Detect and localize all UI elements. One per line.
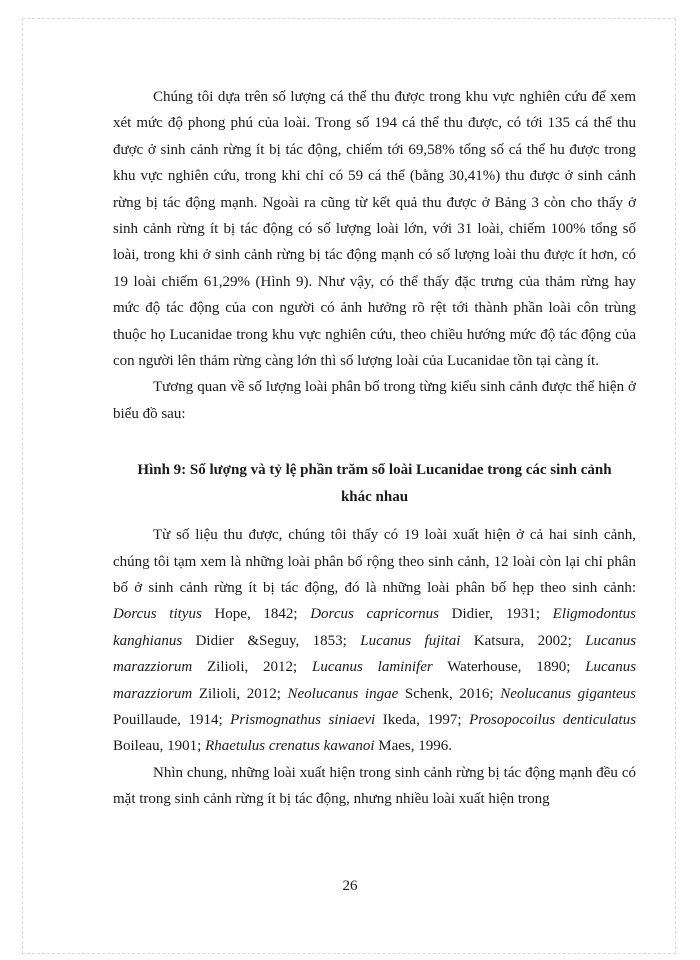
paragraph-species-distribution (113, 522, 636, 760)
species-name: Dorcus capricornus (310, 606, 439, 623)
species-name: Prosopocoilus denticulatus (469, 711, 637, 728)
page-content (113, 84, 636, 813)
species-name: Rhaetulus crenatus kawanoi (205, 738, 375, 755)
species-name: Prismognathus siniaevi (230, 711, 376, 728)
species-authority: Waterhouse, 1890; (447, 659, 571, 676)
species-authority: Didier, 1931; (451, 606, 540, 623)
paragraph-conclusion: Nhìn chung, những loài xuất hiện trong sinh cảnh rừng bị tác động mạnh đều có mặt trong sinh cảnh rừng ít bị tác động, nhưng nhiều loài xuất hiện trong (113, 764, 636, 808)
species-authority: Zilioli, 2012; (198, 685, 281, 702)
species-authority: Pouillaude, 1914; (113, 711, 223, 728)
species-authority: Ikeda, 1997; (382, 711, 462, 728)
paragraph-species-abundance: Chúng tôi dựa trên số lượng cá thể thu được trong khu vực nghiên cứu để xem xét mức độ phong phú của loài. Trong số 194 cá thể thu được, có tới 135 cá thể thu được ở sinh cảnh rừng ít bị tác động, chiếm tới 69,58% tổng số cá thể hu được trong khu vực nghiên cứu, trong khi chỉ có 59 cá thể (bằng 30,41%) thu được ở sinh cảnh rừng bị tác động mạnh. Ngoài ra cũng từ kết quả thu được ở Bảng 3 còn cho thấy ở sinh cảnh rừng ít bị tác động có số lượng loài lớn, với 31 loài, chiếm 100% tổng số loài, trong khi ở sinh cảnh rừng bị tác động mạnh có số lượng loài thu được ít hơn, có 19 loài chiếm 61,29% (Hình 9). Như vậy, có thể thấy đặc trưng của thảm rừng hay mức độ tác động của con người có ảnh hưởng rõ rệt tới thành phần loài côn trùng thuộc họ Lucanidae trong khu vực nghiên cứu, theo chiều hướng mức độ tác động của con người lên thảm rừng càng lớn thì số lượng loài của Lucanidae tồn tại càng ít. (113, 89, 636, 370)
species-name: Lucanus fujitai (360, 632, 461, 649)
page-number: 26 (342, 878, 358, 894)
species-name: Neolucanus ingae (287, 685, 399, 702)
distribution-intro: Từ số liệu thu được, chúng tôi thấy có 19 loài xuất hiện ở cả hai sinh cảnh, chúng tôi tạm xem là những loài phân bố rộng theo sinh cảnh, 12 loài còn lại chỉ phân bố ở sinh cảnh rừng ít bị tác động, đó là những loài phân bố hẹp theo sinh cảnh: (113, 527, 636, 596)
species-name: Dorcus tityus (113, 606, 202, 623)
caption-spacer (113, 510, 636, 522)
species-authority: Katsura, 2002; (473, 632, 572, 649)
species-authority: Didier &Seguy, 1853; (195, 632, 347, 649)
species-authority: Schenk, 2016; (404, 685, 494, 702)
species-name: Neolucanus giganteus (500, 685, 636, 702)
paragraph-chart-intro: Tương quan về số lượng loài phân bố trong từng kiểu sinh cảnh được thể hiện ở biểu đồ sau: (113, 379, 636, 422)
species-name: Lucanus laminifer (312, 659, 433, 676)
species-authority: Zilioli, 2012; (207, 659, 298, 676)
species-authority: Hope, 1842; (214, 606, 298, 623)
species-name: Lucanus marazziorum (113, 659, 637, 702)
species-name: Eligmodontus kanghianus (113, 606, 636, 649)
figure-caption: Hình 9: Số lượng và tỷ lệ phần trăm số loài Lucanidae trong các sinh cảnh khác nhau (137, 462, 612, 505)
figure-spacer (113, 427, 636, 457)
species-authority: Maes, 1996. (378, 738, 453, 755)
species-name: Lucanus marazziorum (113, 632, 637, 676)
species-authority: Boileau, 1901; (113, 738, 202, 755)
